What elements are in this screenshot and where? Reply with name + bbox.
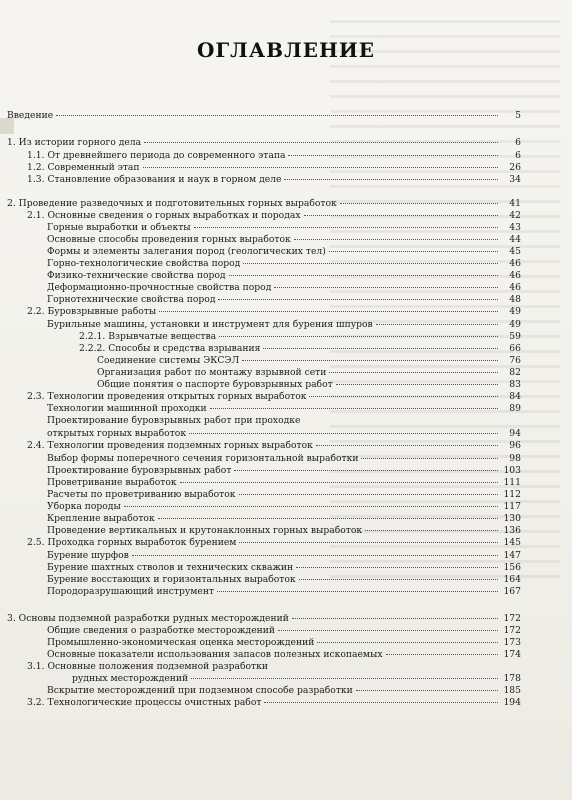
- toc-entry-title: 3.1. Основные положения подземной разработки: [27, 661, 268, 672]
- toc-entry-page: 147: [503, 550, 521, 561]
- toc-leader-dots: [158, 518, 498, 519]
- toc-leader-dots: [284, 179, 498, 180]
- toc-leader-dots: [288, 155, 498, 156]
- toc-entry: [47, 403, 521, 415]
- toc-entry-page: 89: [509, 403, 521, 414]
- toc-entry: [47, 415, 300, 427]
- toc-leader-dots: [218, 299, 498, 300]
- toc-leader-dots: [309, 396, 498, 397]
- toc-entry-page: 76: [509, 355, 521, 366]
- toc-leader-dots: [278, 630, 498, 631]
- toc-entry-page: 117: [503, 501, 521, 512]
- toc-entry: [47, 574, 521, 586]
- toc-entry-page: 41: [509, 198, 521, 209]
- toc-entry: [27, 391, 521, 403]
- toc-entry-title: Вскрытие месторождений при подземном способе разработки: [47, 685, 353, 696]
- toc-leader-dots: [189, 433, 498, 434]
- toc-entry: [97, 379, 521, 391]
- toc-entry-title: Расчеты по проветриванию выработок: [47, 489, 236, 500]
- toc-entry-page: 43: [509, 222, 521, 233]
- toc-leader-dots: [234, 470, 498, 471]
- toc-entry-title: 1.2. Современный этап: [27, 162, 140, 173]
- toc-leader-dots: [299, 579, 498, 580]
- toc-entry-page: 174: [503, 649, 521, 660]
- toc-entry-title: Формы и элементы залегания пород (геологических тел): [47, 246, 326, 257]
- toc-entry: [47, 625, 521, 637]
- toc-entry: [47, 234, 521, 246]
- toc-entry-title: Основные показатели использования запасов полезных ископаемых: [47, 649, 383, 660]
- toc-entry-title: 2.1. Основные сведения о горных выработках и породах: [27, 210, 301, 221]
- toc-entry: [27, 150, 521, 162]
- toc-entry-title: Организация работ по монтажу взрывной сети: [97, 367, 327, 378]
- toc-leader-dots: [159, 311, 498, 312]
- toc-entry-title: 3. Основы подземной разработки рудных месторождений: [7, 613, 289, 624]
- toc-entry-page: 156: [503, 562, 521, 573]
- toc-entry-page: 130: [503, 513, 521, 524]
- toc-entry-title: 1.1. От древнейшего периода до современного этапа: [27, 150, 286, 161]
- toc-entry-page: 49: [509, 306, 521, 317]
- toc-entry-title: Бурильные машины, установки и инструмент для бурения шпуров: [47, 319, 373, 330]
- toc-entry: [27, 440, 521, 452]
- toc-entry-page: 5: [515, 110, 521, 121]
- toc-leader-dots: [243, 263, 498, 264]
- toc-entry-page: 136: [503, 525, 521, 536]
- toc-entry: [47, 649, 521, 661]
- toc-entry-title: Технологии машинной проходки: [47, 403, 207, 414]
- toc-entry-title: 2.2.2. Способы и средства взрывания: [79, 343, 261, 354]
- toc-entry-page: 6: [515, 137, 521, 148]
- toc-entry: [47, 525, 521, 537]
- toc-entry: [47, 465, 521, 477]
- toc-entry-page: 178: [503, 673, 521, 684]
- toc-entry-page: 44: [509, 234, 521, 245]
- toc-entry: [47, 550, 521, 562]
- toc-entry-page: 112: [503, 489, 521, 500]
- toc-entry: [47, 562, 521, 574]
- toc-entry-page: 46: [509, 258, 521, 269]
- toc-entry-title: открытых горных выработок: [47, 428, 187, 439]
- toc-leader-dots: [229, 275, 498, 276]
- toc-entry-title: Горные выработки и объекты: [47, 222, 191, 233]
- toc-entry: [47, 222, 521, 234]
- toc-entry-title: Бурение шурфов: [47, 550, 129, 561]
- page-title: ОГЛАВЛЕНИЕ: [196, 38, 376, 62]
- toc-leader-dots: [263, 348, 498, 349]
- toc-leader-dots: [217, 591, 498, 592]
- toc-entry-title: Уборка породы: [47, 501, 121, 512]
- toc-entry-page: 94: [509, 428, 521, 439]
- toc-entry: [27, 174, 521, 186]
- toc-entry-title: Проектирование буровзрывных работ: [47, 465, 232, 476]
- toc-leader-dots: [132, 555, 498, 556]
- toc-entry-title: Проведение вертикальных и крутонаклонных горных выработок: [47, 525, 363, 536]
- toc-leader-dots: [317, 642, 498, 643]
- toc-leader-dots: [294, 239, 498, 240]
- toc-entry: [7, 198, 521, 210]
- toc-entry-title: Горно-технологические свойства пород: [47, 258, 241, 269]
- toc-entry-page: 26: [509, 162, 521, 173]
- toc-entry: [79, 331, 521, 343]
- toc-entry-title: Промышленно-экономическая оценка месторождений: [47, 637, 315, 648]
- toc-entry-page: 82: [509, 367, 521, 378]
- toc-entry: [47, 246, 521, 258]
- toc-leader-dots: [304, 215, 498, 216]
- toc-entry-page: 98: [509, 453, 521, 464]
- toc-entry: [27, 210, 521, 222]
- toc-leader-dots: [292, 618, 498, 619]
- toc-entry-page: 103: [503, 465, 521, 476]
- toc-entry: [47, 477, 521, 489]
- toc-entry-page: 96: [509, 440, 521, 451]
- toc-entry: [47, 586, 521, 598]
- toc-leader-dots: [239, 542, 498, 543]
- toc-entry-page: 66: [509, 343, 521, 354]
- toc-leader-dots: [191, 678, 498, 679]
- toc-entry-title: Соединение системы ЭКСЭЛ: [97, 355, 240, 366]
- toc-entry-page: 111: [503, 477, 521, 488]
- toc-leader-dots: [336, 384, 498, 385]
- toc-leader-dots: [274, 287, 498, 288]
- toc-entry-title: рудных месторождений: [72, 673, 189, 684]
- toc-leader-dots: [376, 324, 498, 325]
- toc-entry: [47, 685, 521, 697]
- toc-entry-page: 48: [509, 294, 521, 305]
- toc-entry-title: Основные способы проведения горных выработок: [47, 234, 291, 245]
- toc-leader-dots: [124, 506, 498, 507]
- toc-entry-page: 42: [509, 210, 521, 221]
- toc-entry-page: 46: [509, 270, 521, 281]
- toc-leader-dots: [329, 251, 498, 252]
- toc-entry-page: 49: [509, 319, 521, 330]
- toc-entry: [47, 453, 521, 465]
- toc-entry-title: Деформационно-прочностные свойства пород: [47, 282, 272, 293]
- toc-leader-dots: [361, 458, 498, 459]
- toc-entry-page: 6: [515, 150, 521, 161]
- toc-entry: [47, 513, 521, 525]
- toc-leader-dots: [56, 115, 498, 116]
- toc-entry: [27, 697, 521, 709]
- toc-entry-title: 2.3. Технологии проведения открытых горных выработок: [27, 391, 307, 402]
- toc-entry: [79, 343, 521, 355]
- toc-entry-title: Породоразрушающий инструмент: [47, 586, 215, 597]
- toc-entry-page: 172: [503, 625, 521, 636]
- toc-entry: [7, 137, 521, 149]
- toc-entry-title: 2.2. Буровзрывные работы: [27, 306, 157, 317]
- toc-entry-title: Проветривание выработок: [47, 477, 177, 488]
- toc-leader-dots: [143, 167, 498, 168]
- toc-leader-dots: [219, 336, 498, 337]
- toc-leader-dots: [264, 702, 498, 703]
- toc-entry: [27, 162, 521, 174]
- toc-entry-title: Выбор формы поперечного сечения горизонтальной выработки: [47, 453, 359, 464]
- toc-entry: [27, 306, 521, 318]
- toc-entry: [7, 110, 521, 122]
- toc-entry: [47, 428, 521, 440]
- toc-entry-title: 2.5. Проходка горных выработок бурением: [27, 537, 237, 548]
- toc-leader-dots: [296, 567, 498, 568]
- toc-leader-dots: [356, 690, 498, 691]
- toc-leader-dots: [180, 482, 498, 483]
- toc-entry: [47, 282, 521, 294]
- toc-entry-page: 83: [509, 379, 521, 390]
- toc-entry-title: Введение: [7, 110, 54, 121]
- toc-entry-page: 45: [509, 246, 521, 257]
- toc-entry-title: 2.4. Технологии проведения подземных горных выработок: [27, 440, 313, 451]
- toc-entry-title: 1. Из истории горного дела: [7, 137, 142, 148]
- toc-entry: [72, 673, 521, 685]
- toc-entry-page: 46: [509, 282, 521, 293]
- toc-leader-dots: [386, 654, 498, 655]
- toc-entry-title: Проектирование буровзрывных работ при проходке: [47, 415, 301, 426]
- toc-entry-page: 59: [509, 331, 521, 342]
- toc-entry-title: 3.2. Технологические процессы очистных работ: [27, 697, 262, 708]
- toc-entry-page: 84: [509, 391, 521, 402]
- toc-leader-dots: [242, 360, 498, 361]
- toc-entry-title: Крепление выработок: [47, 513, 155, 524]
- toc-leader-dots: [210, 408, 498, 409]
- toc-entry-title: 1.3. Становление образования и наук в горном деле: [27, 174, 282, 185]
- toc-entry-title: 2. Проведение разведочных и подготовительных горных выработок: [7, 198, 337, 209]
- toc-entry-title: 2.2.1. Взрывчатые вещества: [79, 331, 217, 342]
- toc-leader-dots: [329, 372, 498, 373]
- toc-entry-page: 34: [509, 174, 521, 185]
- toc-entry: [27, 661, 268, 673]
- toc-entry: [27, 537, 521, 549]
- toc-entry: [47, 258, 521, 270]
- toc-entry-title: Общие сведения о разработке месторождений: [47, 625, 275, 636]
- toc-leader-dots: [239, 494, 498, 495]
- toc-entry: [47, 270, 521, 282]
- toc-entry: [97, 367, 521, 379]
- toc-entry-page: 167: [503, 586, 521, 597]
- toc-entry: [47, 637, 521, 649]
- toc-entry: [47, 489, 521, 501]
- toc-entry-page: 172: [503, 613, 521, 624]
- toc-entry-title: Общие понятия о паспорте буровзрывных работ: [97, 379, 333, 390]
- toc-entry-page: 173: [503, 637, 521, 648]
- toc-entry-title: Горнотехнические свойства пород: [47, 294, 216, 305]
- toc-leader-dots: [144, 142, 498, 143]
- toc-leader-dots: [365, 530, 498, 531]
- toc-entry-title: Бурение восстающих и горизонтальных выработок: [47, 574, 296, 585]
- toc-entry-page: 185: [503, 685, 521, 696]
- toc-entry-page: 164: [503, 574, 521, 585]
- toc-entry: [47, 319, 521, 331]
- toc-entry-page: 194: [503, 697, 521, 708]
- toc-leader-dots: [194, 227, 498, 228]
- toc-entry: [47, 294, 521, 306]
- toc-entry: [7, 613, 521, 625]
- toc-leader-dots: [340, 203, 498, 204]
- toc-entry-title: Физико-технические свойства пород: [47, 270, 226, 281]
- toc-entry: [97, 355, 521, 367]
- toc-entry: [47, 501, 521, 513]
- toc-leader-dots: [316, 445, 498, 446]
- toc-entry-title: Бурение шахтных стволов и технических скважин: [47, 562, 294, 573]
- toc-entry-page: 145: [503, 537, 521, 548]
